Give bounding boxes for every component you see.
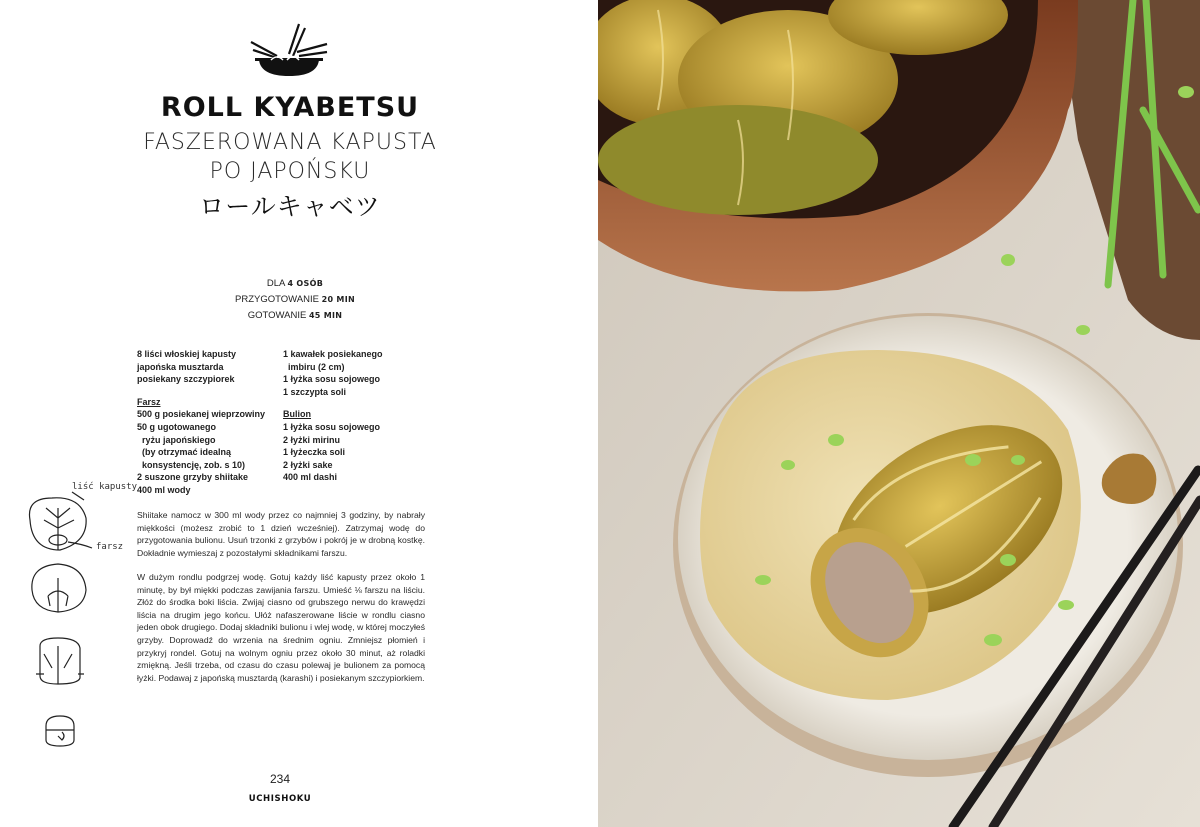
running-title: UCHISHOKU xyxy=(248,794,312,804)
ingredient-item: 1 łyżeczka soli xyxy=(283,447,346,458)
ingredient-item: 500 g posiekanej wieprzowiny xyxy=(137,409,266,420)
method-paragraph-1: Shiitake namocz w 300 ml wody przez co najmniej 3 godziny, by nabrały miękkości (możesz zrobić to 1 dzień wcześniej). Zatrzymaj wodę do przygotowania bulionu. Usuń trzonki z grzybów i pokrój je w drobną kostkę. Dokładnie wymieszaj z pozostałymi składnikami farszu. xyxy=(137,510,425,558)
ingredient-item: (by otrzymać idealną xyxy=(142,447,232,458)
ingredients-right-column xyxy=(283,348,428,484)
method-paragraph-2: W dużym rondlu podgrzej wodę. Gotuj każdy liść kapusty przez około 1 minutę, by był miękki podczas zawijania farszu. Umieść ⅛ farszu na liściu. Złóż do środka boki liścia. Zwijaj ciasno od grubszego nerwu do krawędzi liścia na drugim jego końcu. Ułóż nafaszerowane liście w rondlu ciasno jeden obok drugiego. Dodaj składniki bulionu i wlej wodę, w której moczyłeś grzyby. Doprowadź do wrzenia na średnim ogniu. Zmniejsz płomień i przykryj rondel. Gotuj na wolnym ogniu przez około 30 minut, aż roladki zmiękną. Jeśli trzeba, od czasu do czasu polewaj je bulionem za pomocą łyżki. Podawaj z japońską musztardą (karashi) i posiekanym szczypiorkiem. xyxy=(137,572,425,683)
bowl-chopsticks-icon xyxy=(247,22,331,80)
prep-label: PRZYGOTOWANIE xyxy=(235,294,319,305)
recipe-subtitle-line2: PO JAPOŃSKU xyxy=(209,159,371,184)
servings-label: DLA xyxy=(266,278,285,289)
left-page xyxy=(0,0,598,827)
servings-value: 4 OSÓB xyxy=(287,279,324,288)
sketch-label-filling: farsz xyxy=(96,542,124,552)
ingredient-item: 1 szczypta soli xyxy=(283,386,347,397)
cook-time-line xyxy=(130,308,460,324)
ingredients-left-column xyxy=(137,348,282,497)
ingredient-item: 8 liści włoskiej kapusty xyxy=(137,349,237,359)
ingredient-item: konsystencję, zob. s 10) xyxy=(142,459,246,470)
ingredient-item: 1 łyżka sosu sojowego xyxy=(283,421,381,432)
ingredient-item: 400 ml wody xyxy=(137,484,191,495)
prep-time-line xyxy=(130,292,460,308)
ingredient-item: 2 łyżki mirinu xyxy=(283,434,341,445)
prep-value: 20 MIN xyxy=(321,295,355,304)
recipe-subtitle xyxy=(60,128,520,186)
ingredient-item: 400 ml dashi xyxy=(283,472,338,483)
right-page xyxy=(598,0,1200,827)
ingredient-item: posiekany szczypiorek xyxy=(137,374,235,385)
filling-header: Farsz xyxy=(137,396,161,407)
ingredient-item: 2 suszone grzyby shiitake xyxy=(137,472,249,483)
recipe-subtitle-line1: FASZEROWANA KAPUSTA xyxy=(143,130,437,155)
ingredient-item: 2 łyżki sake xyxy=(283,459,333,470)
sketch-label-leaf: liść kapusty xyxy=(72,482,138,492)
cook-value: 45 MIN xyxy=(308,311,343,320)
recipe-meta xyxy=(130,276,460,324)
food-photo xyxy=(598,0,1200,827)
servings-line xyxy=(130,276,460,292)
recipe-title-japanese: ロールキャベツ xyxy=(199,192,381,221)
page-number: 234 xyxy=(269,772,291,786)
ingredient-item: 1 łyżka sosu sojowego xyxy=(283,374,381,385)
ingredient-item: 50 g ugotowanego xyxy=(137,421,217,432)
broth-header: Bulion xyxy=(283,409,311,420)
ingredient-item: imbiru (2 cm) xyxy=(288,361,345,372)
cabbage-roll-steps-icon xyxy=(22,478,142,758)
rolling-sketches xyxy=(22,478,142,758)
recipe-title: ROLL KYABETSU xyxy=(160,92,420,123)
ingredient-item: ryżu japońskiego xyxy=(142,434,216,445)
ingredient-item: 1 kawałek posiekanego xyxy=(283,349,383,359)
ingredient-item: japońska musztarda xyxy=(137,361,224,372)
cook-label: GOTOWANIE xyxy=(247,310,307,321)
